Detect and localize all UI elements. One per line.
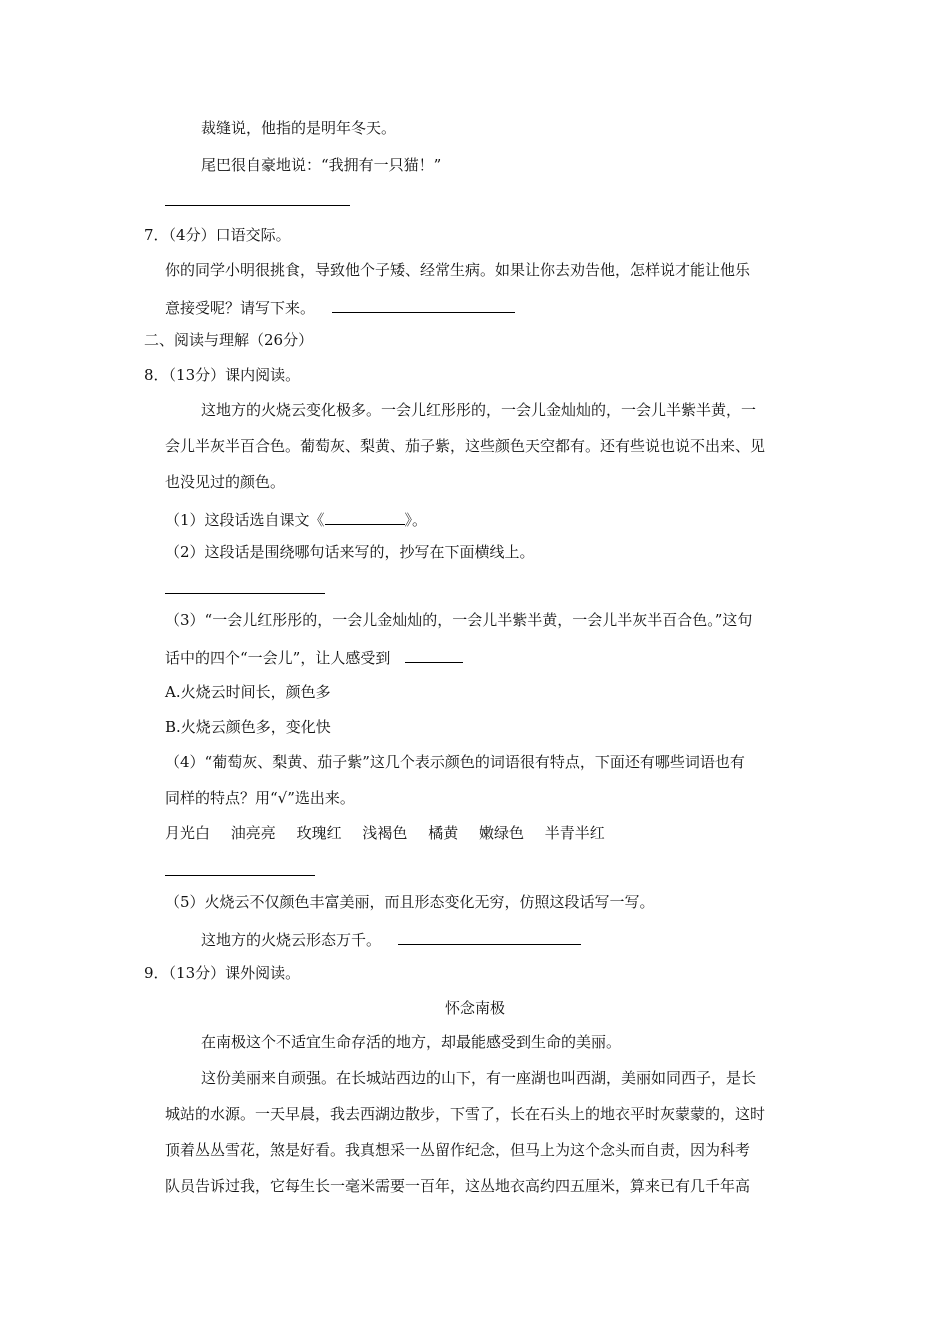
text-line (165, 296, 515, 318)
color-word[interactable]: 月光白 (165, 824, 211, 842)
passage-line: 队员告诉过我，它每生长一毫米需要一百年，这丛地衣高约四五厘米，算来已有几千年高 (165, 1177, 751, 1195)
text-line: 尾巴很自豪地说：“我拥有一只猫！” (201, 156, 442, 174)
sub-question-5: （5）火烧云不仅颜色丰富美丽，而且形态变化无穷，仿照这段话写一写。 (165, 893, 655, 911)
text-line (165, 646, 463, 668)
answer-line[interactable] (165, 875, 315, 876)
passage-line: 顶着丛丛雪花，煞是好看。我真想采一丛留作纪念，但马上为这个念头而自责，因为科考 (165, 1141, 751, 1159)
section-heading: 二、阅读与理解（26分） (144, 331, 314, 349)
text-line (201, 928, 581, 950)
color-word[interactable]: 玫瑰红 (296, 824, 342, 842)
passage-line: 这地方的火烧云变化极多。一会儿红彤彤的，一会儿金灿灿的，一会儿半紫半黄，一 (201, 401, 757, 419)
color-word[interactable]: 橘黄 (428, 824, 459, 842)
text-line: 同样的特点？用“√”选出来。 (165, 789, 355, 807)
answer-line[interactable] (165, 593, 325, 594)
sub-question-3: （3）“一会儿红彤彤的，一会儿金灿灿的，一会儿半紫半黄，一会儿半灰半百合色。”这句 (165, 611, 753, 629)
color-word[interactable]: 油亮亮 (230, 824, 276, 842)
question-8-heading: 8．（13分）课内阅读。 (144, 366, 301, 384)
color-word[interactable]: 嫩绿色 (478, 824, 524, 842)
option-b[interactable]: B.火烧云颜色多，变化快 (165, 718, 331, 736)
text-line: 话中的四个“一会儿”，让人感受到 (165, 649, 391, 667)
option-a[interactable]: A.火烧云时间长，颜色多 (165, 683, 331, 701)
answer-line[interactable] (165, 205, 350, 206)
question-9-heading: 9．（13分）课外阅读。 (144, 964, 301, 982)
color-word[interactable]: 半青半红 (544, 824, 605, 842)
answer-blank[interactable] (332, 296, 515, 313)
passage-line: 会儿半灰半百合色。葡萄灰、梨黄、茄子紫，这些颜色天空都有。还有些说也说不出来、见 (165, 437, 766, 455)
text-line: 这地方的火烧云形态万千。 (201, 931, 382, 949)
color-word[interactable]: 浅褐色 (362, 824, 408, 842)
passage-line: 城站的水源。一天早晨，我去西湖边散步，下雪了，长在石头上的地衣平时灰蒙蒙的，这时 (165, 1105, 766, 1123)
text-line: 你的同学小明很挑食，导致他个子矮、经常生病。如果让你去劝告他，怎样说才能让他乐 (165, 261, 751, 279)
text-line: 意接受呢？请写下来。 (165, 299, 316, 317)
passage-line: 这份美丽来自顽强。在长城站西边的山下，有一座湖也叫西湖，美丽如同西子，是长 (201, 1069, 757, 1087)
sub-question-1 (165, 508, 427, 530)
passage-line: 在南极这个不适宜生命存活的地方，却最能感受到生命的美丽。 (201, 1033, 622, 1051)
answer-blank[interactable] (398, 928, 581, 945)
passage-title: 怀念南极 (444, 999, 505, 1017)
sub-question-text: （1）这段话选自课文《 (165, 511, 325, 529)
passage-line: 也没见过的颜色。 (165, 473, 286, 491)
answer-blank[interactable] (405, 646, 463, 663)
sub-question-text: 》。 (404, 511, 428, 529)
sub-question-2: （2）这段话是围绕哪句话来写的，抄写在下面横线上。 (165, 543, 535, 561)
answer-blank[interactable] (325, 508, 405, 525)
sub-question-4: （4）“葡萄灰、梨黄、茄子紫”这几个表示颜色的词语很有特点，下面还有哪些词语也有 (165, 753, 745, 771)
color-word-list (165, 823, 605, 843)
question-7-heading: 7．（4分）口语交际。 (144, 226, 291, 244)
text-line: 裁缝说，他指的是明年冬天。 (201, 119, 397, 137)
